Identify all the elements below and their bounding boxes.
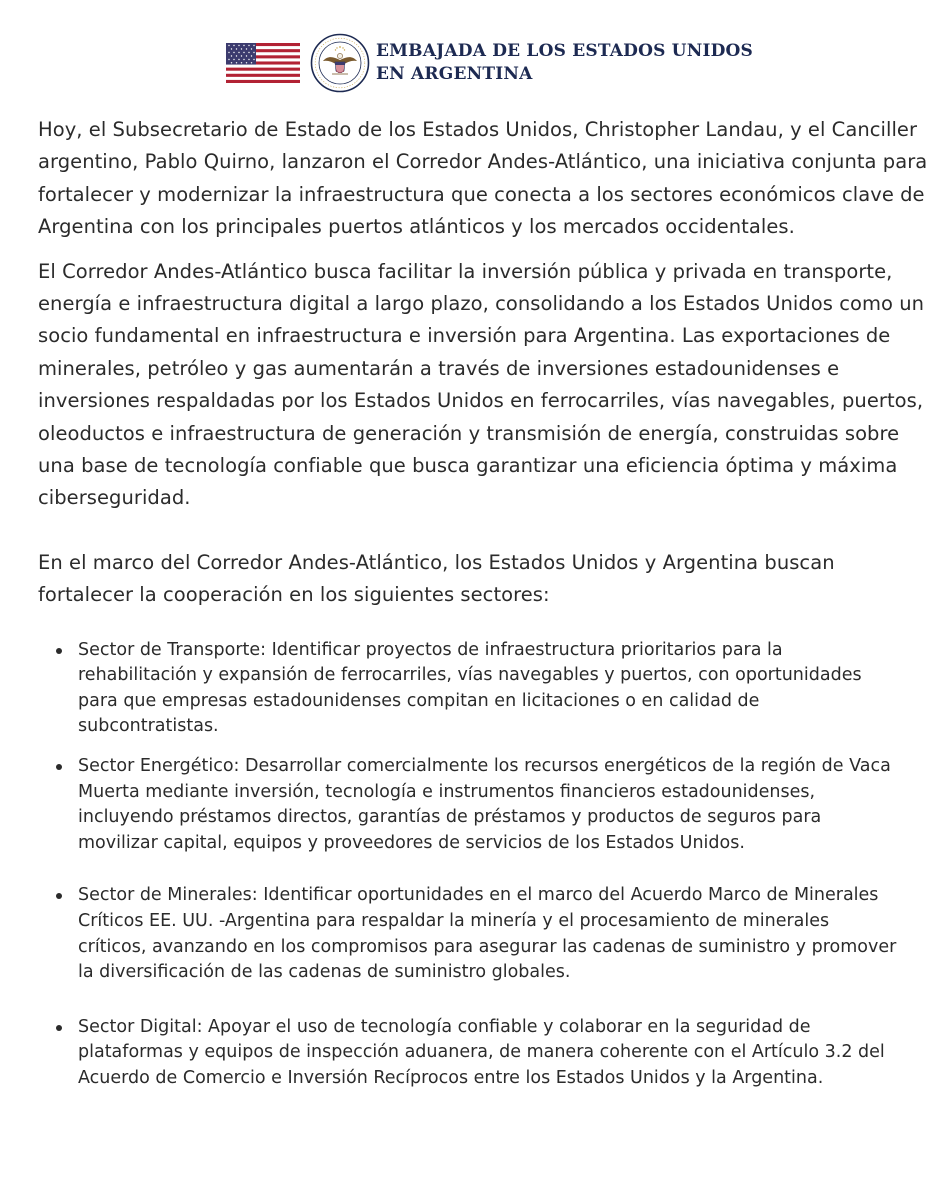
bullet-icon — [56, 893, 62, 899]
embassy-title-line2: EN ARGENTINA — [376, 64, 533, 84]
list-item-text: Sector Energético: Desarrollar comercialmente los recursos energéticos de la región de Vaca Muerta mediante inversión, tecnología e instrumentos financieros estadounidenses, incluyendo préstamos directos, garantías de préstamos y productos de seguros para movilizar capital, equipos y proveedores de servicios de los Estados Unidos. — [78, 756, 891, 853]
sector-list — [38, 638, 928, 1092]
document-body — [38, 114, 928, 1092]
bullet-icon — [56, 1025, 62, 1031]
us-flag-icon — [226, 43, 300, 83]
list-item-text: Sector de Minerales: Identificar oportunidades en el marco del Acuerdo Marco de Minerales Críticos EE. UU. -Argentina para respaldar la minería y el procesamiento de minerales críticos, avanzando en los compromisos para asegurar las cadenas de suministro y promover la diversificación de las cadenas de suministro globales. — [78, 885, 897, 983]
embassy-seal-icon — [310, 33, 370, 93]
paragraph-intro: Hoy, el Subsecretario de Estado de los Estados Unidos, Christopher Landau, y el Canciller argentino, Pablo Quirno, lanzaron el Corredor Andes-Atlántico, una iniciativa conjunta para fortalecer y modernizar la infraestructura que conecta a los sectores económicos clave de Argentina con los principales puertos atlánticos y los mercados occidentales. — [38, 118, 928, 239]
list-item-transport — [38, 638, 898, 740]
embassy-title-line1: EMBAJADA DE LOS ESTADOS UNIDOS — [376, 41, 754, 61]
bullet-icon — [56, 648, 62, 654]
paragraph-corridor-description: El Corredor Andes-Atlántico busca facilitar la inversión pública y privada en transporte, energía e infraestructura digital a largo plazo, consolidando a los Estados Unidos como un socio fundamental en infraestructura e inversión para Argentina. Las exportaciones de minerales, petróleo y gas aumentarán a través de inversiones estadounidenses e inversiones respaldadas por los Estados Unidos en ferrocarriles, vías navegables, puertos, oleoductos e infraestructura de generación y transmisión de energía, construidas sobre una base de tecnología confiable que busca garantizar una eficiencia óptima y máxima ciberseguridad. — [38, 259, 925, 510]
embassy-title — [376, 40, 753, 86]
list-item-minerals — [38, 883, 898, 985]
list-item-digital — [38, 1015, 898, 1092]
embassy-header — [226, 32, 753, 94]
bullet-icon — [56, 764, 62, 770]
list-item-text: Sector de Transporte: Identificar proyectos de infraestructura prioritarios para la rehabilitación y expansión de ferrocarriles, vías navegables y puertos, con oportunidades para que empresas estadounidenses compitan en licitaciones o en calidad de subcontratistas. — [78, 639, 862, 737]
list-item-text: Sector Digital: Apoyar el uso de tecnología confiable y colaborar en la seguridad de plataformas y equipos de inspección aduanera, de manera coherente con el Artículo 3.2 del Acuerdo de Comercio e Inversión Recíprocos entre los Estados Unidos y la Argentina. — [78, 1016, 885, 1088]
paragraph-cooperation-sectors: En el marco del Corredor Andes-Atlántico, los Estados Unidos y Argentina buscan fortalecer la cooperación en los siguientes sectores: — [38, 550, 835, 607]
list-item-energy — [38, 754, 898, 856]
